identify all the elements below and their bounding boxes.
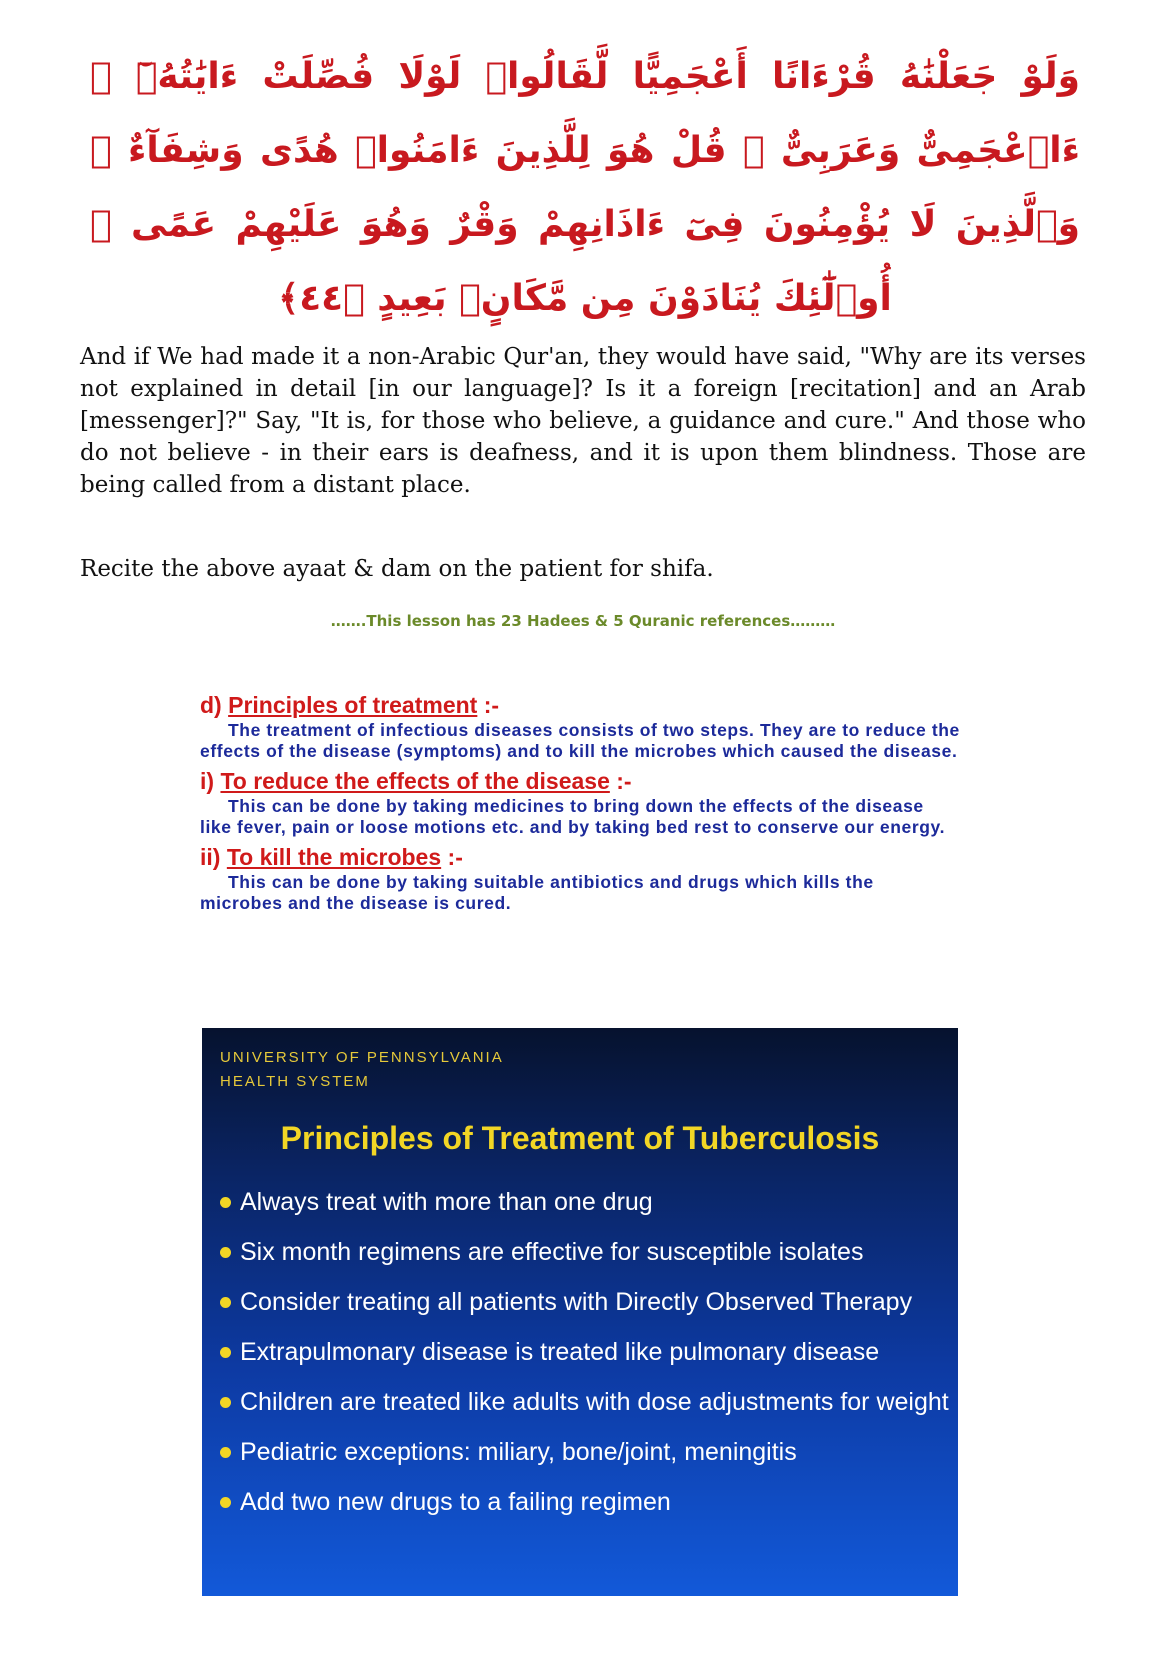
bullet-text: Children are treated like adults with dose adjustments for weight: [240, 1388, 949, 1416]
bullet-text: Pediatric exceptions: miliary, bone/joint, meningitis: [240, 1438, 797, 1466]
org-name: [220, 1046, 504, 1094]
bullet-icon: [220, 1297, 231, 1308]
slide1-heading: [200, 690, 960, 720]
treatment-principles-slide: [200, 690, 960, 990]
bullet-icon: [220, 1247, 231, 1258]
sub2-prefix: ii): [200, 844, 227, 870]
arabic-verse: وَلَوْ جَعَلْنَٰهُ قُرْءَانًا أَعْجَمِيًّا لَّقَالُوا۟ لَوْلَا فُصِّلَتْ ءَايَٰتُهُۥٓ ۖ ءَا۬عْجَمِىٌّ وَعَرَبِىٌّ ۗ قُلْ هُوَ لِلَّذِينَ ءَامَنُوا۟ هُدًى وَشِفَآءٌ ۖ وَٱلَّذِينَ لَا يُؤْمِنُونَ فِىٓ ءَاذَانِهِمْ وَقْرٌ وَهُوَ عَلَيْهِمْ عَمًى ۚ أُو۟لَٰٓئِكَ يُنَادَوْنَ مِن مَّكَانٍۭ بَعِيدٍ ﴿٤٤﴾: [90, 56, 1080, 319]
bullet-icon: [220, 1347, 231, 1358]
slide2-bullet-list: [220, 1186, 950, 1536]
slide2-title: Principles of Treatment of Tuberculosis: [280, 1120, 880, 1156]
bullet-icon: [220, 1397, 231, 1408]
sub1-suffix: :-: [609, 768, 632, 794]
list-item: [220, 1336, 950, 1368]
bullet-text: Six month regimens are effective for susceptible isolates: [240, 1238, 864, 1266]
slide1-intro: [200, 720, 960, 762]
intro-text: The treatment of infectious diseases consists of two steps. They are to reduce the effects of the disease (symptoms) and to kill the microbes which caused the disease.: [200, 720, 960, 761]
tuberculosis-treatment-slide: [202, 1028, 958, 1596]
slide1-sub1-text: [200, 796, 960, 838]
heading-suffix: :-: [477, 692, 500, 718]
sub2-suffix: :-: [441, 844, 463, 870]
sub2-text: This can be done by taking suitable antibiotics and drugs which kills the microbes and the disease is cured.: [200, 872, 874, 913]
sub2-title: To kill the microbes: [226, 844, 442, 870]
list-item: [220, 1436, 950, 1468]
verse-translation: And if We had made it a non-Arabic Qur'an, they would have said, "Why are its verses not explained in detail [in our language]? Is it a foreign [recitation] and an Arab [messenger]?" Say, "It is, for those who believe, a guidance and cure." And those who do not believe - in their ears is deafness, and it is upon them blindness. Those are being called from a distant place.: [80, 344, 1086, 498]
list-item: [220, 1286, 950, 1318]
heading-title: Principles of treatment: [228, 692, 478, 718]
slide1-sub2-heading: [200, 842, 960, 872]
sub1-title: To reduce the effects of the disease: [220, 768, 610, 794]
bullet-icon: [220, 1447, 231, 1458]
list-item: [220, 1236, 950, 1268]
slide1-sub1-heading: [200, 766, 960, 796]
bullet-text: Consider treating all patients with Directly Observed Therapy: [240, 1288, 913, 1316]
bullet-text: Extrapulmonary disease is treated like pulmonary disease: [240, 1338, 880, 1366]
sub1-prefix: i): [200, 768, 221, 794]
bullet-text: Always treat with more than one drug: [240, 1188, 653, 1216]
org-line-1: UNIVERSITY OF PENNSYLVANIA: [220, 1049, 504, 1066]
slide1-sub2-text: [200, 872, 960, 914]
list-item: [220, 1186, 950, 1218]
recitation-instruction: Recite the above ayaat & dam on the patient for shifa.: [80, 556, 714, 582]
heading-prefix: d): [200, 692, 229, 718]
sub1-text: This can be done by taking medicines to bring down the effects of the disease like fever, pain or loose motions etc. and by taking bed rest to conserve our energy.: [200, 796, 946, 837]
bullet-icon: [220, 1197, 231, 1208]
list-item: [220, 1486, 950, 1518]
lesson-reference-note: …….This lesson has 23 Hadees & 5 Quranic references………: [330, 612, 836, 630]
list-item: [220, 1386, 950, 1418]
bullet-text: Add two new drugs to a failing regimen: [240, 1488, 671, 1516]
org-line-2: HEALTH SYSTEM: [220, 1073, 370, 1090]
bullet-icon: [220, 1497, 231, 1508]
